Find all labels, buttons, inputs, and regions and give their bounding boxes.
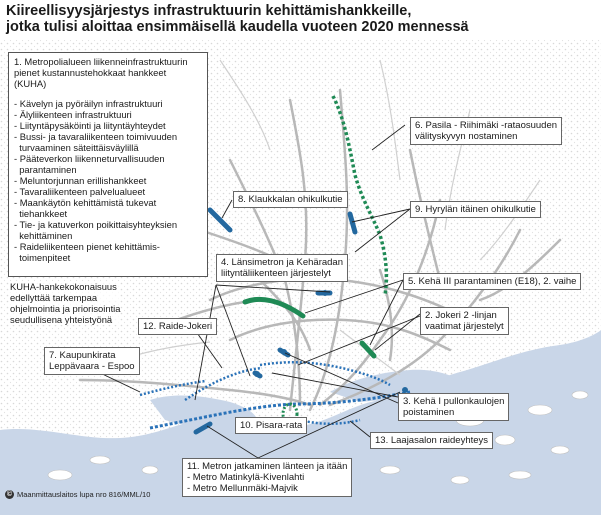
label-line: - Metro Mellunmäki-Majvik	[187, 483, 298, 494]
kuha-header-2: pienet kustannustehokkaat hankkeet	[14, 67, 167, 78]
kuha-item: - Maankäytön kehittämistä tukevat	[14, 197, 157, 208]
kuha-item: - Kävelyn ja pyöräilyn infrastruktuuri	[14, 98, 163, 109]
kuha-note	[10, 281, 120, 325]
kuha-item: parantaminen	[14, 164, 77, 175]
label-line: 2. Jokeri 2 -linjan	[425, 310, 497, 321]
label-line: 11. Metron jatkaminen länteen ja itään	[187, 461, 348, 472]
kuha-item: kehittäminen	[14, 230, 73, 241]
kuha-header-1: 1. Metropolialueen liikenneinfrastruktuurin	[14, 56, 188, 67]
map-credit	[5, 490, 150, 499]
label-line: 5. Kehä III parantaminen (E18), 2. vaihe	[408, 276, 577, 287]
copyright-icon: ©	[6, 491, 13, 498]
label-line: 3. Kehä I pullonkaulojen	[403, 396, 505, 407]
kuha-box	[8, 52, 208, 277]
kuha-item: - Meluntorjunnan erillishankkeet	[14, 175, 147, 186]
label-project-12	[138, 318, 217, 335]
label-line: liityntäliikenteen järjestelyt	[221, 268, 331, 279]
label-project-3	[398, 393, 509, 421]
label-project-2	[420, 307, 509, 335]
map-title	[6, 3, 469, 35]
label-project-9	[410, 201, 541, 218]
label-line: 10. Pisara-rata	[240, 420, 303, 431]
label-line: 8. Klaukkalan ohikulkutie	[238, 194, 343, 205]
label-line: välityskyvyn nostaminen	[415, 131, 518, 142]
kuha-item: - Tie- ja katuverkon poikittaisyhteyksien	[14, 219, 178, 230]
label-project-10	[235, 417, 307, 434]
kuha-note-line: edellyttää tarkempaa	[10, 292, 98, 303]
kuha-note-line: KUHA-hankekokonaisuus	[10, 281, 117, 292]
label-line: 4. Länsimetron ja Kehäradan	[221, 257, 343, 268]
label-line: 12. Raide-Jokeri	[143, 321, 213, 332]
kuha-item: - Älyliikenteen infrastruktuuri	[14, 109, 132, 120]
label-line: 6. Pasila - Riihimäki -rataosuuden	[415, 120, 558, 131]
label-line: poistaminen	[403, 407, 455, 418]
label-line: 7. Kaupunkirata	[49, 350, 116, 361]
label-line: Leppävaara - Espoo	[49, 361, 135, 372]
label-project-5	[403, 273, 581, 290]
label-project-6	[410, 117, 562, 145]
label-project-8	[233, 191, 348, 208]
kuha-item: - Bussi- ja tavaraliikenteen toimivuuden	[14, 131, 178, 142]
label-line: - Metro Matinkylä-Kivenlahti	[187, 472, 305, 483]
kuha-item: toimenpiteet	[14, 252, 71, 263]
label-project-4	[216, 254, 348, 282]
label-project-13	[370, 432, 493, 449]
label-project-7	[44, 347, 140, 375]
kuha-note-line: seudullisena yhteistyönä	[10, 314, 113, 325]
label-line: 9. Hyrylän itäinen ohikulkutie	[415, 204, 536, 215]
label-line: vaatimat järjestelyt	[425, 321, 504, 332]
kuha-item: - Tavaraliikenteen palvelualueet	[14, 186, 146, 197]
label-project-11	[182, 458, 352, 497]
title-line-2: jotka tulisi aloittaa ensimmäisellä kaudella vuoteen 2020 mennessä	[6, 19, 469, 35]
kuha-item: - Liityntäpysäköinti ja liityntäyhteydet	[14, 120, 166, 131]
kuha-note-line: ohjelmointia ja priorisointia	[10, 303, 121, 314]
title-line-1: Kiireellisyysjärjestys infrastruktuurin kehittämishankkeille,	[6, 3, 412, 19]
kuha-header-3: (KUHA)	[14, 78, 47, 89]
credit-text: Maanmittauslaitos lupa nro 816/MML/10	[17, 490, 151, 499]
label-line: 13. Laajasalon raideyhteys	[375, 435, 489, 446]
kuha-item: - Pääteverkon liikenneturvallisuuden	[14, 153, 165, 164]
kuha-item: tiehankkeet	[14, 208, 68, 219]
kuha-item: - Raideliikenteen pienet kehittämis-	[14, 241, 160, 252]
kuha-item: turvaaminen säteittäisväylillä	[14, 142, 139, 153]
